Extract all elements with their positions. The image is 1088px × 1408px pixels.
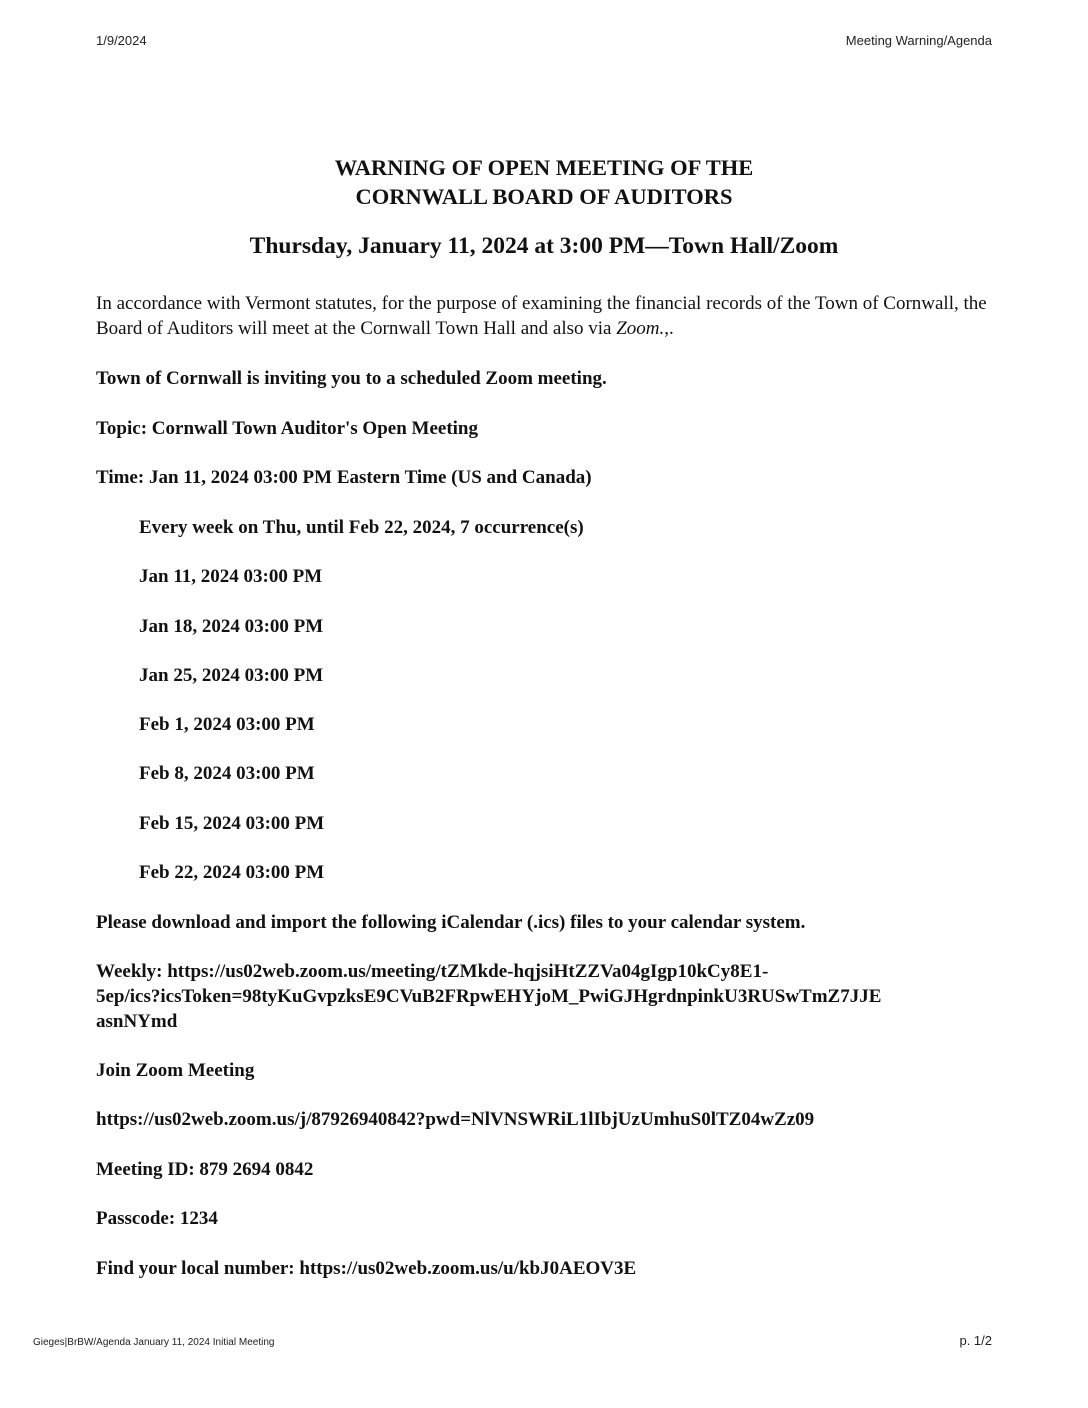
weekly-ics-line-3: asnNYmd — [96, 1011, 178, 1032]
occurrence-item: Feb 1, 2024 03:00 PM — [139, 714, 315, 735]
invite-line: Town of Cornwall is inviting you to a scheduled Zoom meeting. — [96, 368, 607, 389]
header-date: 1/9/2024 — [96, 33, 147, 48]
intro-text: In accordance with Vermont statutes, for the purpose of examining the financial records of the Town of Cornwall, the Board of Auditors will meet at the Cornwall Town Hall and also via — [96, 293, 987, 339]
local-number-line: Find your local number: https://us02web.zoom.us/u/kbJ0AEOV3E — [96, 1258, 637, 1279]
occurrence-item: Jan 11, 2024 03:00 PM — [139, 566, 323, 587]
download-note: Please download and import the following iCalendar (.ics) files to your calendar system. — [96, 912, 806, 933]
time-line: Time: Jan 11, 2024 03:00 PM Eastern Time (US and Canada) — [96, 467, 592, 488]
intro-zoom: Zoom. — [616, 318, 665, 339]
occurrence-item: Feb 15, 2024 03:00 PM — [139, 813, 325, 834]
recurrence-line: Every week on Thu, until Feb 22, 2024, 7 occurrence(s) — [139, 517, 584, 538]
title-line-2: CORNWALL BOARD OF AUDITORS — [355, 184, 733, 209]
weekly-ics-line-2: 5ep/ics?icsToken=98tyKuGvpzksE9CVuB2FRpwEHYjoM_PwiGJHgrdnpinkU3RUSwTmZ7JJE — [96, 986, 882, 1007]
intro-paragraph — [96, 291, 996, 341]
topic-line: Topic: Cornwall Town Auditor's Open Meeting — [96, 418, 478, 439]
meeting-date-line: Thursday, January 11, 2024 at 3:00 PM—Town Hall/Zoom — [249, 233, 839, 259]
intro-tail: ,. — [664, 318, 674, 339]
occurrence-item: Jan 25, 2024 03:00 PM — [139, 665, 324, 686]
occurrence-item: Jan 18, 2024 03:00 PM — [139, 616, 324, 637]
occurrence-item: Feb 22, 2024 03:00 PM — [139, 862, 325, 883]
footer-page-number: p. 1/2 — [959, 1333, 992, 1348]
join-link[interactable]: https://us02web.zoom.us/j/87926940842?pwd=NlVNSWRiL1lIbjUzUmhuS0lTZ04wZz09 — [96, 1109, 815, 1130]
meeting-id: Meeting ID: 879 2694 0842 — [96, 1159, 314, 1180]
join-label: Join Zoom Meeting — [96, 1060, 255, 1081]
title-line-1: WARNING OF OPEN MEETING OF THE — [334, 155, 754, 180]
passcode: Passcode: 1234 — [96, 1208, 218, 1229]
header-doc-title: Meeting Warning/Agenda — [845, 33, 992, 48]
occurrence-item: Feb 8, 2024 03:00 PM — [139, 763, 315, 784]
footer-path: Gieges|BrBW/Agenda January 11, 2024 Initial Meeting — [33, 1337, 275, 1348]
weekly-ics-line-1: Weekly: https://us02web.zoom.us/meeting/tZMkde-hqjsiHtZZVa04gIgp10kCy8E1- — [96, 961, 769, 982]
